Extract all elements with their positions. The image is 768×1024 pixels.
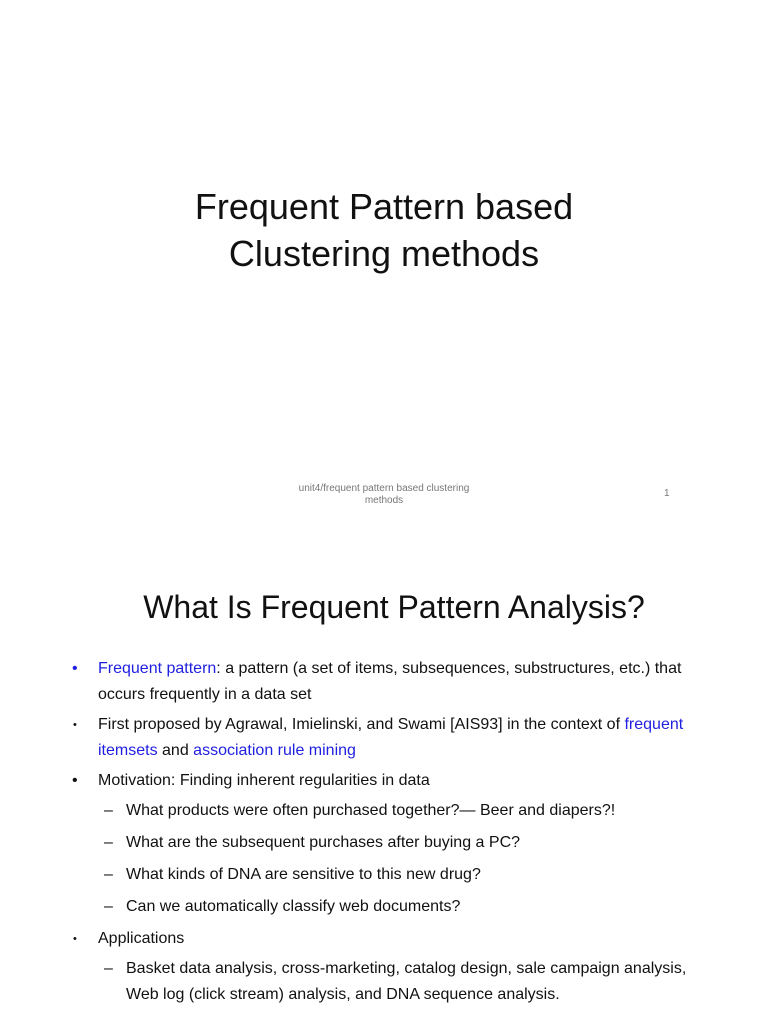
bullet-motivation [0, 768, 768, 920]
bullet-2-text: First proposed by Agrawal, Imielinski, and Swami [AIS93] in the context of [98, 716, 621, 733]
slide-footer [284, 483, 484, 507]
sub-item: – What are the subsequent purchases after buying a PC? [98, 830, 688, 856]
sub-item: – What kinds of DNA are sensitive to this new drug? [98, 862, 688, 888]
motivation-sub-list [98, 798, 688, 920]
applications-sub-list [98, 956, 688, 1008]
term-association-rule-mining: association rule mining [193, 742, 356, 759]
bullet-2-and: and [157, 742, 194, 759]
bullet-4-text: Applications [98, 930, 185, 947]
term-frequent-itemsets: frequent itemsets [98, 716, 684, 759]
sub-item: – What products were often purchased together?— Beer and diapers?! [98, 798, 688, 824]
bullet-frequent-pattern [0, 656, 768, 708]
sub-item: – Basket data analysis, cross-marketing, catalog design, sale campaign analysis, Web log (click stream) analysis, and DNA sequence analysis. [98, 956, 688, 1008]
bullet-marker-icon: • [73, 933, 77, 945]
bullet-marker-icon: • [72, 660, 78, 677]
bullet-marker-icon: • [72, 772, 78, 789]
slide-1-title [0, 183, 768, 277]
dash-marker-icon: – [104, 960, 113, 977]
bullet-first-proposed [0, 712, 768, 764]
bullet-applications [0, 926, 768, 1008]
bullet-list [0, 656, 768, 1014]
page-number: 1 [664, 488, 670, 499]
slide-1-title-line-2: Clustering methods [228, 233, 540, 274]
dash-marker-icon: – [104, 802, 113, 819]
bullet-3-text: Motivation: Finding inherent regularities in data [98, 772, 430, 789]
dash-marker-icon: – [104, 834, 113, 851]
dash-marker-icon: – [104, 866, 113, 883]
slide-2 [0, 540, 768, 1024]
dash-marker-icon: – [104, 898, 113, 915]
slide-footer-line-1: unit4/frequent pattern based clustering [298, 483, 470, 494]
bullet-1-text: : a pattern (a set of items, subsequences, substructures, etc.) that occurs frequently in a data set [98, 660, 682, 703]
bullet-marker-icon: • [73, 719, 77, 731]
slide-1-title-line-1: Frequent Pattern based [194, 186, 574, 227]
slide-2-title: What Is Frequent Pattern Analysis? [143, 589, 645, 625]
sub-item: – Can we automatically classify web documents? [98, 894, 688, 920]
slide-footer-line-2: methods [364, 495, 404, 506]
term-frequent-pattern: Frequent pattern [98, 660, 217, 677]
